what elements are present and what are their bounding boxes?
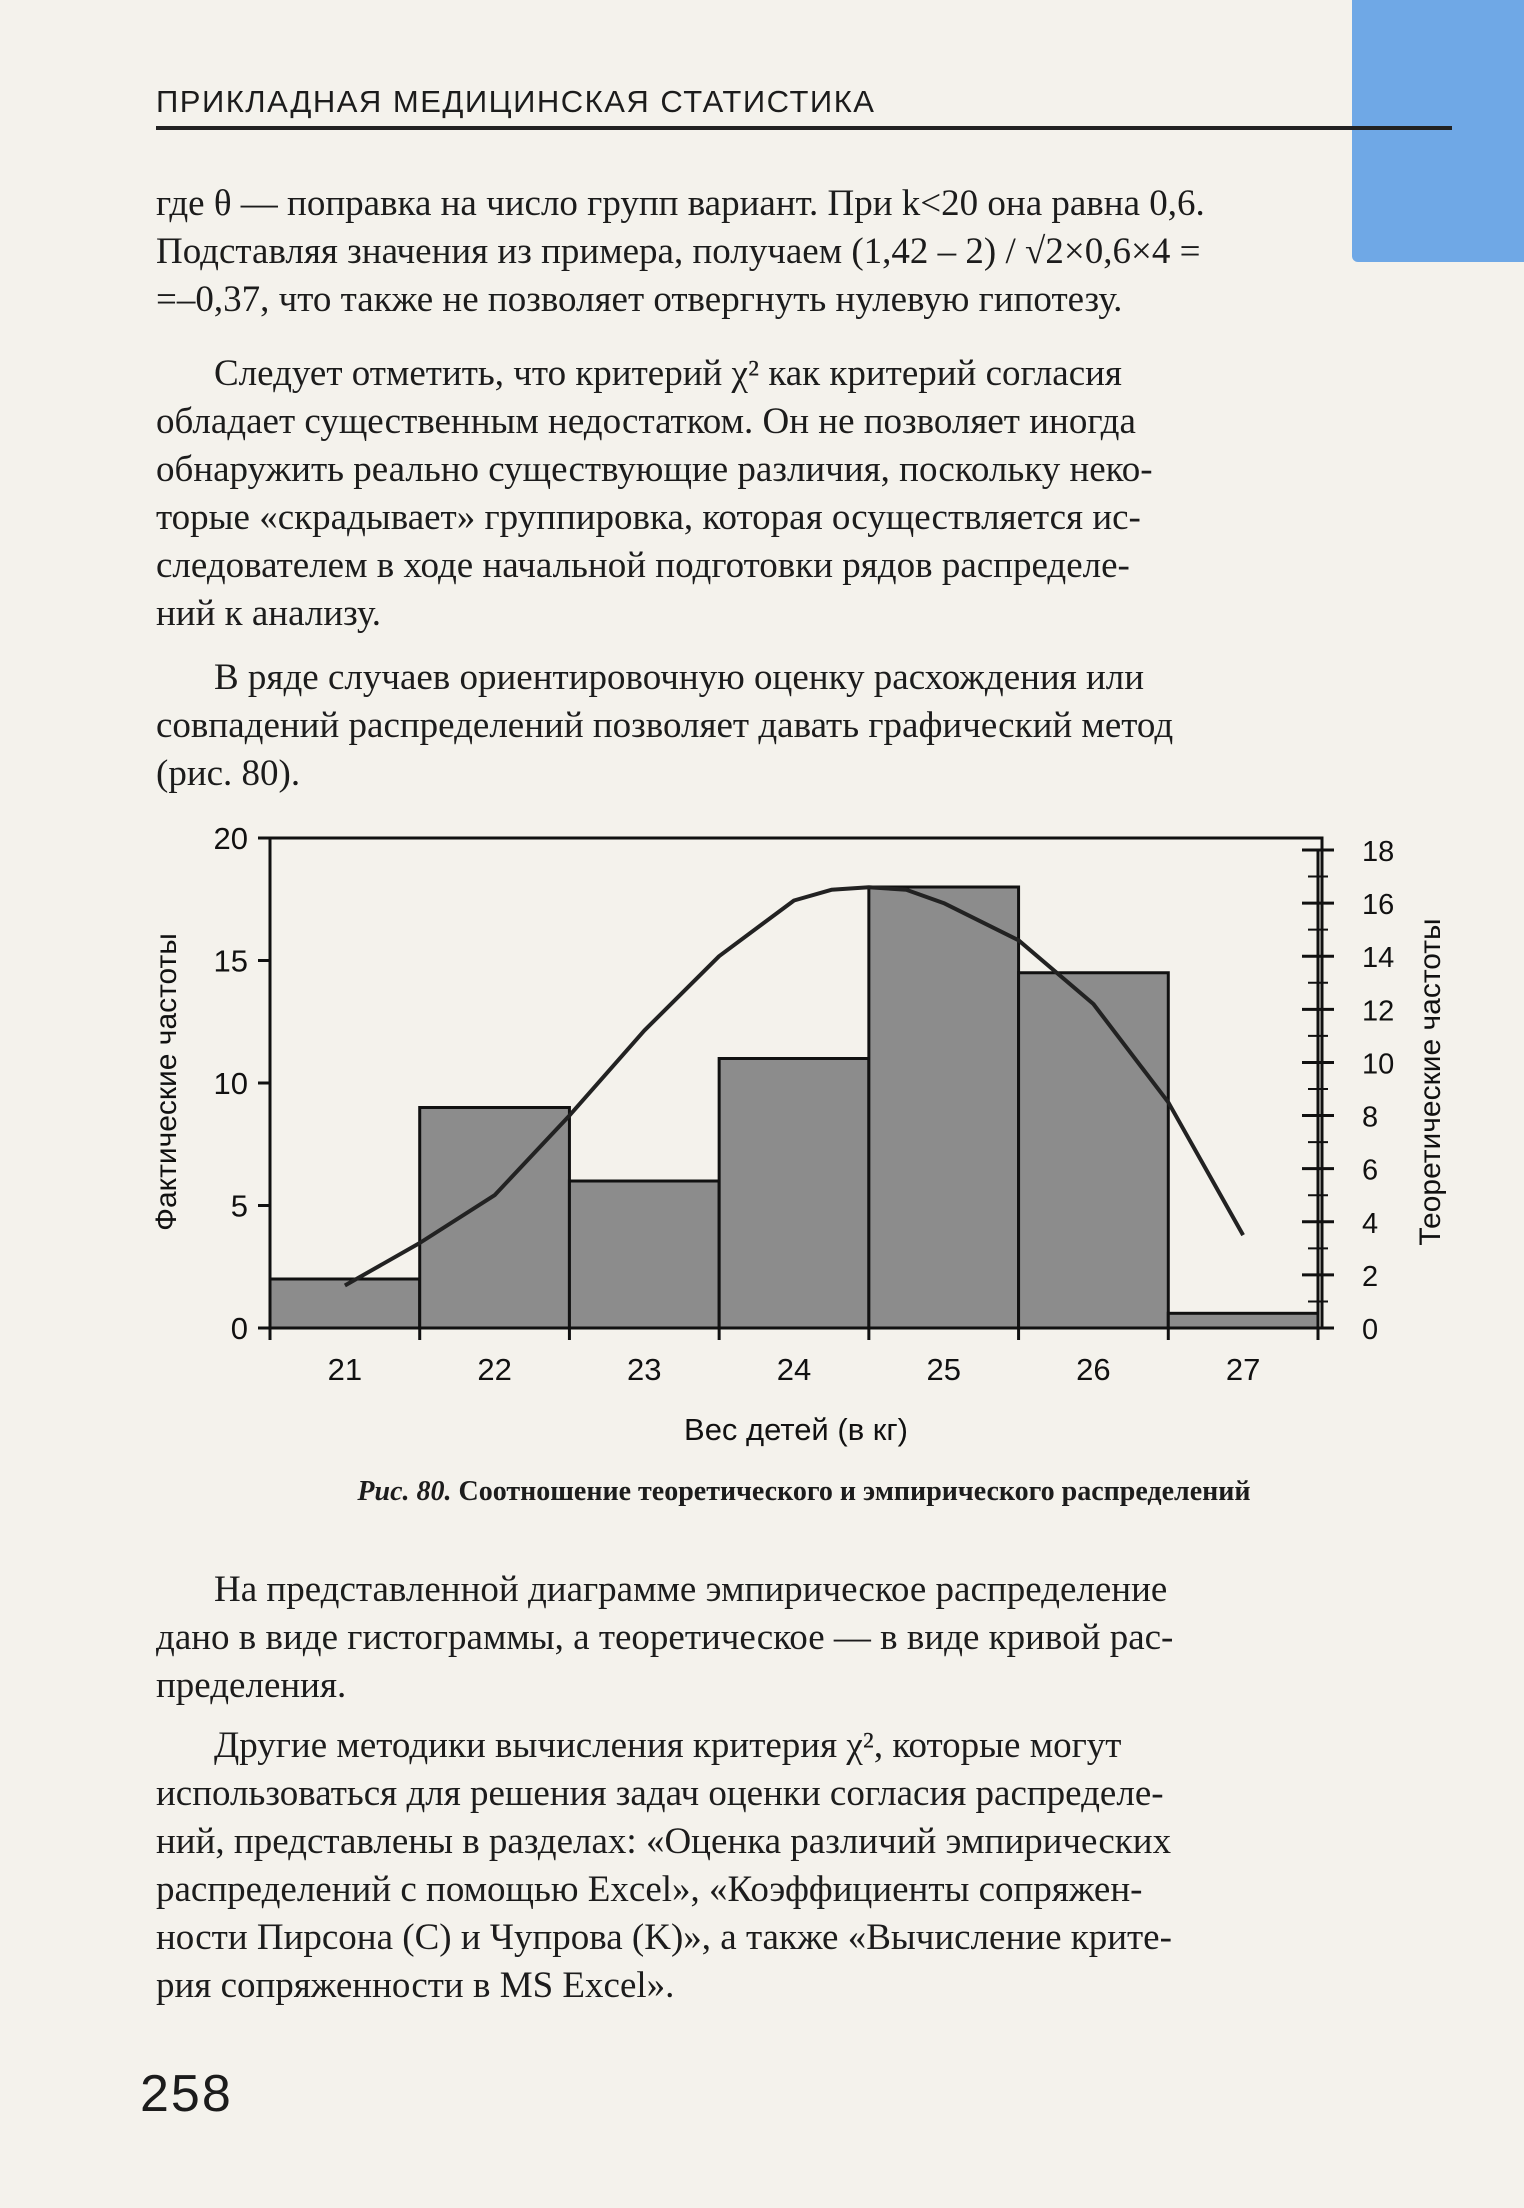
y-tick-label: 20: [213, 821, 248, 856]
histogram-bar: [1168, 1313, 1318, 1328]
histogram-bar: [869, 887, 1019, 1328]
page-number: 258: [140, 2065, 233, 2123]
y-axis-label: Фактические частоты: [150, 933, 183, 1231]
text-line: Другие методики вычисления критерия χ², которые могут: [214, 1725, 1122, 1766]
figure-caption-label: Рис. 80.: [357, 1476, 452, 1507]
y-tick-label: 10: [213, 1066, 248, 1101]
x-tick-label: 24: [776, 1352, 812, 1387]
running-header: ПРИКЛАДНАЯ МЕДИЦИНСКАЯ СТАТИСТИКА: [156, 84, 876, 119]
y2-tick-label: 6: [1362, 1154, 1379, 1187]
text-line: обладает существенным недостатком. Он не позволяет иногда: [156, 401, 1136, 442]
histogram-bar: [270, 1279, 420, 1328]
histogram-bar: [1019, 973, 1169, 1328]
text-line: где θ — поправка на число групп вариант. При k<20 она равна 0,6.: [156, 183, 1205, 224]
y2-tick-label: 16: [1362, 889, 1395, 922]
y2-tick-label: 10: [1362, 1048, 1395, 1081]
histogram-bars: [270, 887, 1318, 1328]
text-line: Подставляя значения из примера, получаем (1,42 – 2) / √2×0,6×4 =: [156, 231, 1201, 272]
x-axis-label: Вес детей (в кг): [684, 1412, 908, 1447]
figure-caption-text: Соотношение теоретического и эмпирического распределений: [458, 1476, 1251, 1507]
text-line: пределения.: [156, 1665, 347, 1706]
y2-tick-label: 8: [1362, 1101, 1379, 1134]
text-line: рия сопряженности в MS Excel».: [156, 1965, 675, 2006]
text-line: обнаружить реально существующие различия, поскольку неко-: [156, 449, 1153, 490]
figure-caption: [156, 1476, 1452, 1508]
y-tick-label: 0: [230, 1311, 248, 1346]
text-line: использоваться для решения задач оценки согласия распределе-: [156, 1773, 1164, 1814]
y2-tick-label: 18: [1362, 836, 1395, 868]
y2-tick-label: 4: [1362, 1207, 1379, 1240]
text-line: торые «скрадывает» группировка, которая осуществляется ис-: [156, 497, 1141, 538]
y-tick-label: 5: [230, 1188, 248, 1224]
text-line: следователем в ходе начальной подготовки рядов распределе-: [156, 545, 1130, 586]
x-tick-label: 23: [627, 1352, 662, 1387]
text-line: совпадений распределений позволяет давать графический метод: [156, 705, 1174, 746]
y2-tick-label: 0: [1362, 1314, 1379, 1346]
text-line: дано в виде гистограммы, а теоретическое — в виде кривой рас-: [156, 1617, 1174, 1658]
text-line: ности Пирсона (C) и Чупрова (K)», а также «Вычисление крите-: [156, 1917, 1172, 1958]
y2-tick-label: 14: [1362, 942, 1395, 975]
text-line: ний, представлены в разделах: «Оценка различий эмпирических: [156, 1821, 1172, 1862]
text-line: В ряде случаев ориентировочную оценку расхождения или: [214, 657, 1145, 698]
y2-tick-label: 12: [1362, 995, 1395, 1028]
text-line: (рис. 80).: [156, 753, 301, 794]
histogram-bar: [719, 1059, 869, 1329]
y2-axis-label: Теоретические частоты: [1414, 918, 1447, 1246]
y-tick-label: 15: [213, 943, 248, 979]
x-tick-label: 25: [926, 1352, 961, 1387]
x-tick-label: 27: [1225, 1352, 1261, 1387]
text-line: распределений с помощью Excel», «Коэффициенты сопряжен-: [156, 1869, 1143, 1910]
paragraph-4: [156, 1566, 1452, 1710]
x-tick-label: 26: [1076, 1352, 1111, 1387]
x-tick-label: 21: [327, 1352, 363, 1387]
paragraph-5: [156, 1722, 1452, 2010]
text-line: ний к анализу.: [156, 593, 381, 634]
y2-tick-label: 2: [1362, 1260, 1379, 1293]
x-tick-label: 22: [477, 1352, 512, 1387]
histogram-bar: [569, 1181, 719, 1328]
text-line: =–0,37, что также не позволяет отвергнуть нулевую гипотезу.: [156, 279, 1123, 320]
text-line: На представленной диаграмме эмпирическое распределение: [214, 1569, 1168, 1610]
text-line: Следует отметить, что критерий χ² как критерий согласия: [214, 353, 1122, 394]
